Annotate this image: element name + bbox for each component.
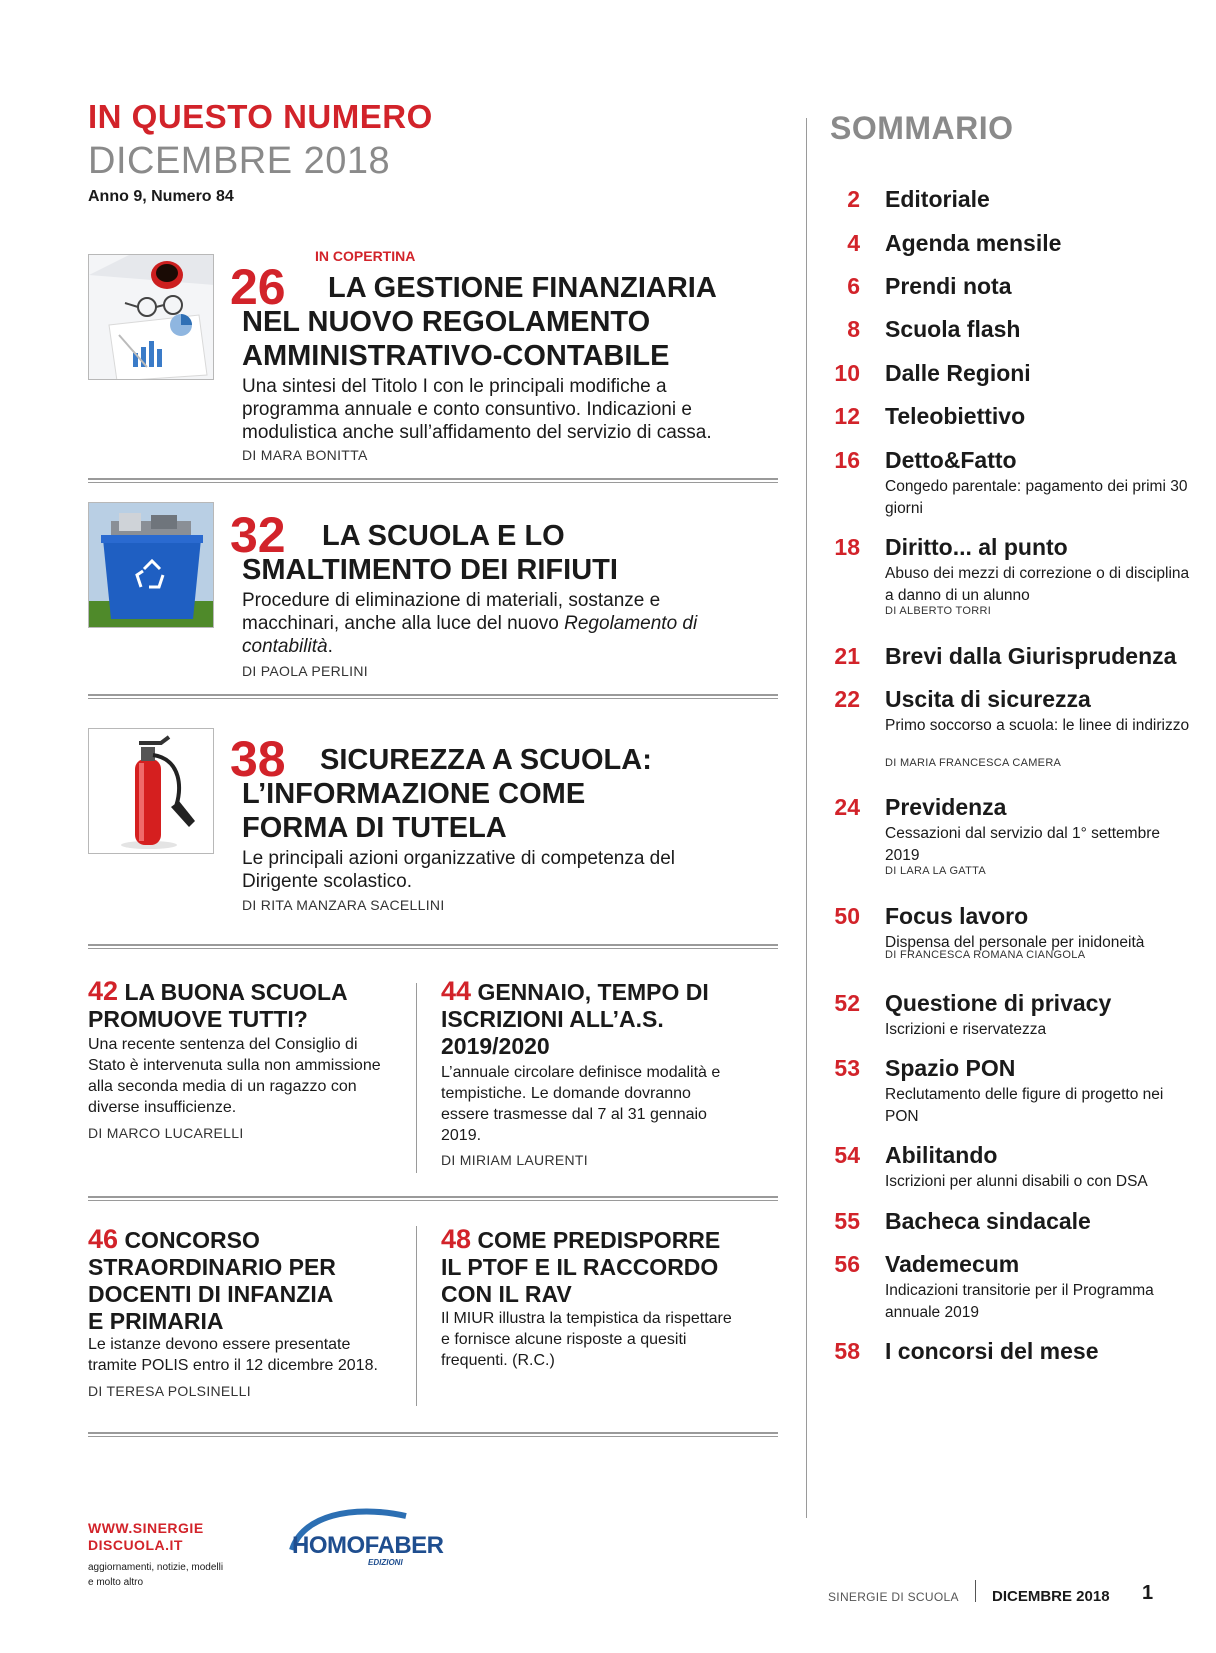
section-divider [88, 1196, 778, 1201]
toc-title: Questione di privacy [885, 990, 1112, 1016]
toc-title: Detto&Fatto [885, 447, 1017, 473]
feature-author: DI PAOLA PERLINI [242, 663, 368, 679]
toc-page-number: 10 [834, 360, 860, 386]
website-line: WWW.SINERGIE [88, 1520, 204, 1536]
toc-author: DI LARA LA GATTA [885, 865, 986, 877]
feature-title-line: L’INFORMAZIONE COME [242, 778, 586, 810]
toc-page-number: 52 [834, 990, 860, 1016]
cover-story-kicker: IN COPERTINA [315, 248, 416, 264]
feature-description-end: . [327, 636, 333, 657]
publisher-logo [282, 1506, 444, 1567]
section-divider [88, 694, 778, 699]
page-number: 1 [1142, 1582, 1154, 1604]
sommario-heading: SOMMARIO [830, 110, 1014, 146]
toc-title: Uscita di sicurezza [885, 686, 1091, 712]
toc-title: Previdenza [885, 794, 1007, 820]
section-divider [88, 944, 778, 949]
toc-page-number: 6 [847, 273, 860, 299]
article-title[interactable] [441, 1226, 720, 1308]
footer-date: DICEMBRE 2018 [992, 1588, 1110, 1605]
toc-title: Vademecum [885, 1251, 1020, 1277]
article-page-number: 46 [88, 1224, 119, 1254]
toc-page-number: 22 [834, 686, 860, 712]
toc-title: Scuola flash [885, 316, 1021, 342]
feature-title-line: LA GESTIONE FINANZIARIA [328, 272, 717, 304]
article-title-line: LA BUONA SCUOLA [124, 979, 348, 1005]
column-divider [416, 1226, 417, 1406]
feature-title[interactable] [242, 743, 652, 845]
feature-author: DI MARA BONITTA [242, 447, 368, 463]
toc-author: DI FRANCESCA ROMANA CIANGOLA [885, 949, 1086, 961]
toc-page-number: 50 [834, 903, 860, 929]
toc-author: DI ALBERTO TORRI [885, 605, 992, 617]
toc-page-number: 24 [834, 794, 860, 820]
website-tagline [88, 1560, 223, 1590]
toc-title: Bacheca sindacale [885, 1208, 1091, 1234]
article-title-line: COME PREDISPORRE [477, 1227, 721, 1253]
toc-title: Focus lavoro [885, 903, 1029, 929]
article-title-line: CONCORSO [124, 1227, 260, 1253]
toc-title: Editoriale [885, 186, 990, 212]
article-author: DI MIRIAM LAURENTI [441, 1152, 588, 1168]
article-title-line: DOCENTI DI INFANZIA [88, 1281, 334, 1307]
feature-page-number: 38 [230, 731, 286, 787]
publisher-name: HOMOFABER [292, 1532, 444, 1559]
section-title: IN QUESTO NUMERO [88, 98, 433, 135]
issue-number: Anno 9, Numero 84 [88, 188, 234, 205]
toc-subtitle: Dispensa del personale per inidoneità [885, 934, 1145, 951]
feature-title-line: NEL NUOVO REGOLAMENTO [242, 306, 651, 338]
website-tagline-line: e molto altro [88, 1577, 144, 1588]
feature-image-desk[interactable] [88, 254, 214, 380]
toc-page-number: 16 [834, 447, 860, 473]
article-description: Il MIUR illustra la tempistica da rispettare e fornisce alcune risposte a quesiti frequenti. (R.C.) [441, 1310, 732, 1369]
feature-author: DI RITA MANZARA SACELLINI [242, 897, 445, 913]
recycle-bin-illustration [89, 503, 214, 628]
article-description: Una recente sentenza del Consiglio di Stato è intervenuta sulla non ammissione alla seconda media di un ragazzo con diverse insufficienze. [88, 1036, 381, 1116]
article-title-line: CON IL RAV [441, 1281, 572, 1307]
article-title[interactable] [88, 1226, 336, 1335]
feature-title[interactable] [242, 519, 618, 587]
desk-illustration [89, 255, 214, 380]
article-author: DI TERESA POLSINELLI [88, 1383, 251, 1399]
toc-page-number: 2 [847, 186, 860, 212]
article-title-line: E PRIMARIA [88, 1308, 224, 1334]
section-divider [88, 1432, 778, 1437]
feature-description: Una sintesi del Titolo I con le principali modifiche a programma annuale e conto consuntivo. Indicazioni e modulistica anche sull’affidamento del servizio di cassa. [242, 376, 712, 443]
toc-title: Dalle Regioni [885, 360, 1031, 386]
toc-page-number: 12 [834, 403, 860, 429]
toc-title: Prendi nota [885, 273, 1012, 299]
article-title-line: 2019/2020 [441, 1033, 550, 1059]
toc-page-number: 53 [834, 1055, 860, 1081]
toc-title: I concorsi del mese [885, 1338, 1099, 1364]
toc-subtitle: Iscrizioni e riservatezza [885, 1021, 1047, 1038]
article-author: DI MARCO LUCARELLI [88, 1125, 244, 1141]
article-title-line: STRAORDINARIO PER [88, 1254, 336, 1280]
toc-page-number: 8 [847, 316, 860, 342]
toc-subtitle: Congedo parentale: pagamento dei primi 30 giorni [885, 478, 1188, 517]
toc-page-number: 56 [834, 1251, 860, 1277]
feature-page-number: 32 [230, 507, 286, 563]
toc-title: Brevi dalla Giurisprudenza [885, 643, 1177, 669]
fire-extinguisher-illustration [89, 729, 214, 854]
column-divider [416, 983, 417, 1173]
article-title[interactable] [88, 978, 348, 1033]
toc-title: Agenda mensile [885, 230, 1062, 256]
toc-title: Teleobiettivo [885, 403, 1026, 429]
issue-date: DICEMBRE 2018 [88, 140, 391, 182]
article-page-number: 48 [441, 1224, 472, 1254]
toc-page-number: 55 [834, 1208, 860, 1234]
toc-subtitle: Primo soccorso a scuola: le linee di indirizzo [885, 717, 1190, 734]
website-link[interactable] [88, 1520, 204, 1554]
article-title-line: GENNAIO, TEMPO DI [477, 979, 709, 1005]
toc-subtitle: Indicazioni transitorie per il Programma annuale 2019 [885, 1282, 1154, 1321]
toc-title: Spazio PON [885, 1055, 1016, 1081]
toc-subtitle: Iscrizioni per alunni disabili o con DSA [885, 1173, 1148, 1190]
toc-title: Abilitando [885, 1142, 998, 1168]
article-title-line: PROMUOVE TUTTI? [88, 1006, 308, 1032]
feature-title-line: AMMINISTRATIVO-CONTABILE [242, 340, 670, 372]
feature-title[interactable] [242, 271, 717, 373]
sidebar-divider [806, 118, 807, 1518]
feature-description-em: Regolamento di contabilità [242, 613, 698, 657]
website-tagline-line: aggiornamenti, notizie, modelli [88, 1562, 224, 1573]
feature-image-extinguisher[interactable] [88, 728, 214, 854]
toc-subtitle: Abuso dei mezzi di correzione o di disciplina a danno di un alunno [885, 565, 1190, 604]
toc-subtitle: Cessazioni dal servizio dal 1° settembre 2019 [885, 825, 1160, 864]
toc-page-number: 58 [834, 1338, 860, 1364]
feature-page-number: 26 [230, 259, 286, 315]
article-title-line: IL PTOF E IL RACCORDO [441, 1254, 719, 1280]
feature-description-text: Procedure di eliminazione di materiali, sostanze e macchinari, anche alla luce del nuovo [242, 590, 661, 634]
toc-subtitle: Reclutamento delle figure di progetto nei PON [885, 1086, 1164, 1125]
toc-page-number: 21 [834, 643, 860, 669]
feature-title-line: SICUREZZA A SCUOLA: [320, 744, 652, 776]
article-page-number: 42 [88, 976, 119, 1006]
feature-title-line: LA SCUOLA E LO [322, 520, 565, 552]
toc-author: DI MARIA FRANCESCA CAMERA [885, 757, 1062, 769]
footer-divider [975, 1580, 976, 1602]
section-divider [88, 478, 778, 483]
toc-title: Diritto... al punto [885, 534, 1068, 560]
article-title-line: ISCRIZIONI ALL’A.S. [441, 1006, 664, 1032]
article-page-number: 44 [441, 976, 472, 1006]
toc-page-number: 4 [847, 230, 860, 256]
article-description: Le istanze devono essere presentate tramite POLIS entro il 12 dicembre 2018. [88, 1336, 378, 1374]
magazine-name: SINERGIE DI SCUOLA [828, 1590, 959, 1604]
feature-image-recycle-bin[interactable] [88, 502, 214, 628]
article-description: L’annuale circolare definisce modalità e tempistiche. Le domande dovranno essere trasmesse dal 7 al 31 gennaio 2019. [441, 1064, 721, 1144]
article-title[interactable] [441, 978, 709, 1060]
feature-description [242, 589, 742, 658]
website-line: DISCUOLA.IT [88, 1537, 183, 1553]
publisher-sub: EDIZIONI [368, 1558, 403, 1567]
toc-page-number: 54 [834, 1142, 860, 1168]
feature-title-line: FORMA DI TUTELA [242, 812, 507, 844]
feature-title-line: SMALTIMENTO DEI RIFIUTI [242, 554, 618, 586]
toc-page-number: 18 [834, 534, 860, 560]
feature-description: Le principali azioni organizzative di competenza del Dirigente scolastico. [242, 848, 676, 892]
